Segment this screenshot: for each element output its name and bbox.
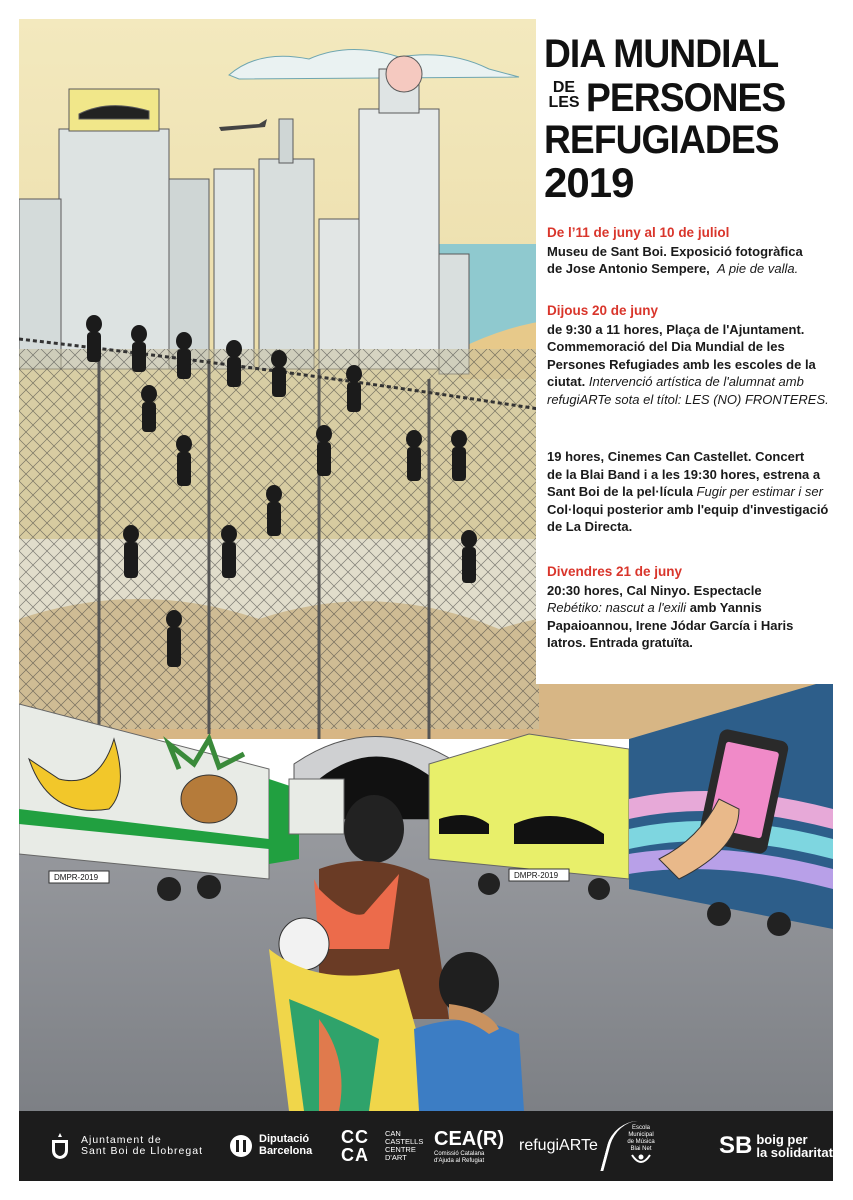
event-show xyxy=(547,563,829,652)
truck-small xyxy=(289,779,344,834)
logo-diputacio-line1: Diputació xyxy=(259,1133,310,1146)
logo-ajuntament-line2: Sant Boi de Llobregat xyxy=(81,1145,203,1157)
logo-ajuntament xyxy=(49,1111,203,1181)
logo-diputacio xyxy=(229,1111,312,1181)
music-icon xyxy=(630,1153,652,1167)
title-line-1: DIA MUNDIAL xyxy=(544,32,779,76)
title-de: DE xyxy=(552,79,576,96)
event-text-italic: Rebétiko: nascut a l'exili xyxy=(547,600,687,616)
logo-ccca-mark: CCCA xyxy=(341,1127,369,1165)
logo-ccca-text-2: CASTELLS xyxy=(385,1137,424,1146)
event-commemoration xyxy=(547,302,829,409)
truck-right-plate: DMPR-2019 xyxy=(514,871,559,880)
logo-escola-text-3: de Música xyxy=(627,1139,655,1145)
logo-refugiarte: refugiARTe xyxy=(519,1137,598,1154)
logo-sb-text-2: la solidaritat xyxy=(756,1145,833,1160)
event-text: Sant Boi de la pel·lícula xyxy=(547,484,693,500)
logo-escola-text-2: Municipal xyxy=(628,1132,654,1138)
logo-escola-text-1: Escola xyxy=(631,1125,650,1131)
event-text: de 9:30 a 11 hores, Plaça de l'Ajuntament. xyxy=(547,321,805,337)
logo-cear-text-2: d'Ajuda al Refugiat xyxy=(434,1157,485,1164)
event-text-italic: refugiARTe sota el títol: LES (NO) FRONTERES. xyxy=(547,391,829,407)
event-text: Iatros. Entrada gratuïta. xyxy=(547,635,693,651)
title-line-2: PERSONES xyxy=(586,76,786,120)
event-text: amb Yannis xyxy=(689,600,762,616)
event-text-italic: Intervenció artística de l'alumnat amb xyxy=(588,374,804,390)
event-text: 20:30 hores, Cal Ninyo. Espectacle xyxy=(547,582,762,598)
logo-escola-musica xyxy=(619,1111,663,1181)
title-les: LES xyxy=(548,94,580,111)
logo-can-castells xyxy=(341,1111,423,1181)
logo-cear-mark: CEA(R) xyxy=(434,1127,504,1150)
event-text: de Jose Antonio Sempere, xyxy=(547,261,710,277)
logo-cear-text-1: Comissió Catalana xyxy=(434,1150,485,1157)
event-text: de La Directa. xyxy=(547,519,633,535)
logo-sb-text-1: boig per xyxy=(756,1132,808,1147)
event-text-italic: A pie de valla. xyxy=(717,261,799,277)
title-de-les xyxy=(546,80,582,110)
event-date: Dijous 20 de juny xyxy=(547,303,659,318)
event-text: ciutat. xyxy=(547,374,586,390)
event-text: Papaioannou, Irene Jódar García i Haris xyxy=(547,617,794,633)
event-text: de la Blai Band i a les 19:30 hores, estrena a xyxy=(547,466,821,482)
logo-ajuntament-line1: Ajuntament de xyxy=(81,1133,162,1146)
logo-sb-mark: SB xyxy=(719,1132,753,1159)
title-line-3: REFUGIADES xyxy=(544,118,779,162)
truck-left-plate: DMPR-2019 xyxy=(54,873,99,882)
event-date: Divendres 21 de juny xyxy=(547,564,683,579)
sponsor-footer xyxy=(19,1111,833,1181)
event-exhibition xyxy=(547,224,829,278)
logo-boig-per-la-solidaritat xyxy=(719,1111,833,1181)
diputacio-emblem-icon xyxy=(229,1134,253,1158)
event-text-italic: Fugir per estimar i ser xyxy=(696,484,823,500)
logo-diputacio-line2: Barcelona xyxy=(259,1145,313,1157)
event-text: 19 hores, Cinemes Can Castellet. Concert xyxy=(547,449,805,464)
logo-cear xyxy=(434,1111,504,1181)
logo-ccca-text-3: CENTRE xyxy=(385,1145,416,1154)
event-date: De l’11 de juny al 10 de juliol xyxy=(547,225,730,240)
event-concert-film xyxy=(547,448,829,536)
coat-of-arms-icon xyxy=(49,1132,71,1160)
event-text: Commemoració del Dia Mundial de les xyxy=(547,339,785,355)
logo-escola-text-4: Blai Net xyxy=(630,1146,652,1152)
logo-ccca-text-1: CAN xyxy=(385,1129,401,1138)
event-text: Col·loqui posterior amb l'equip d'investigació xyxy=(547,501,829,517)
title-year: 2019 xyxy=(544,159,634,206)
event-text: Persones Refugiades amb les escoles de la xyxy=(547,356,816,372)
logo-ccca-text-4: D'ART xyxy=(385,1153,407,1162)
event-text: Museu de Sant Boi. Exposició fotogràfica xyxy=(547,243,803,259)
